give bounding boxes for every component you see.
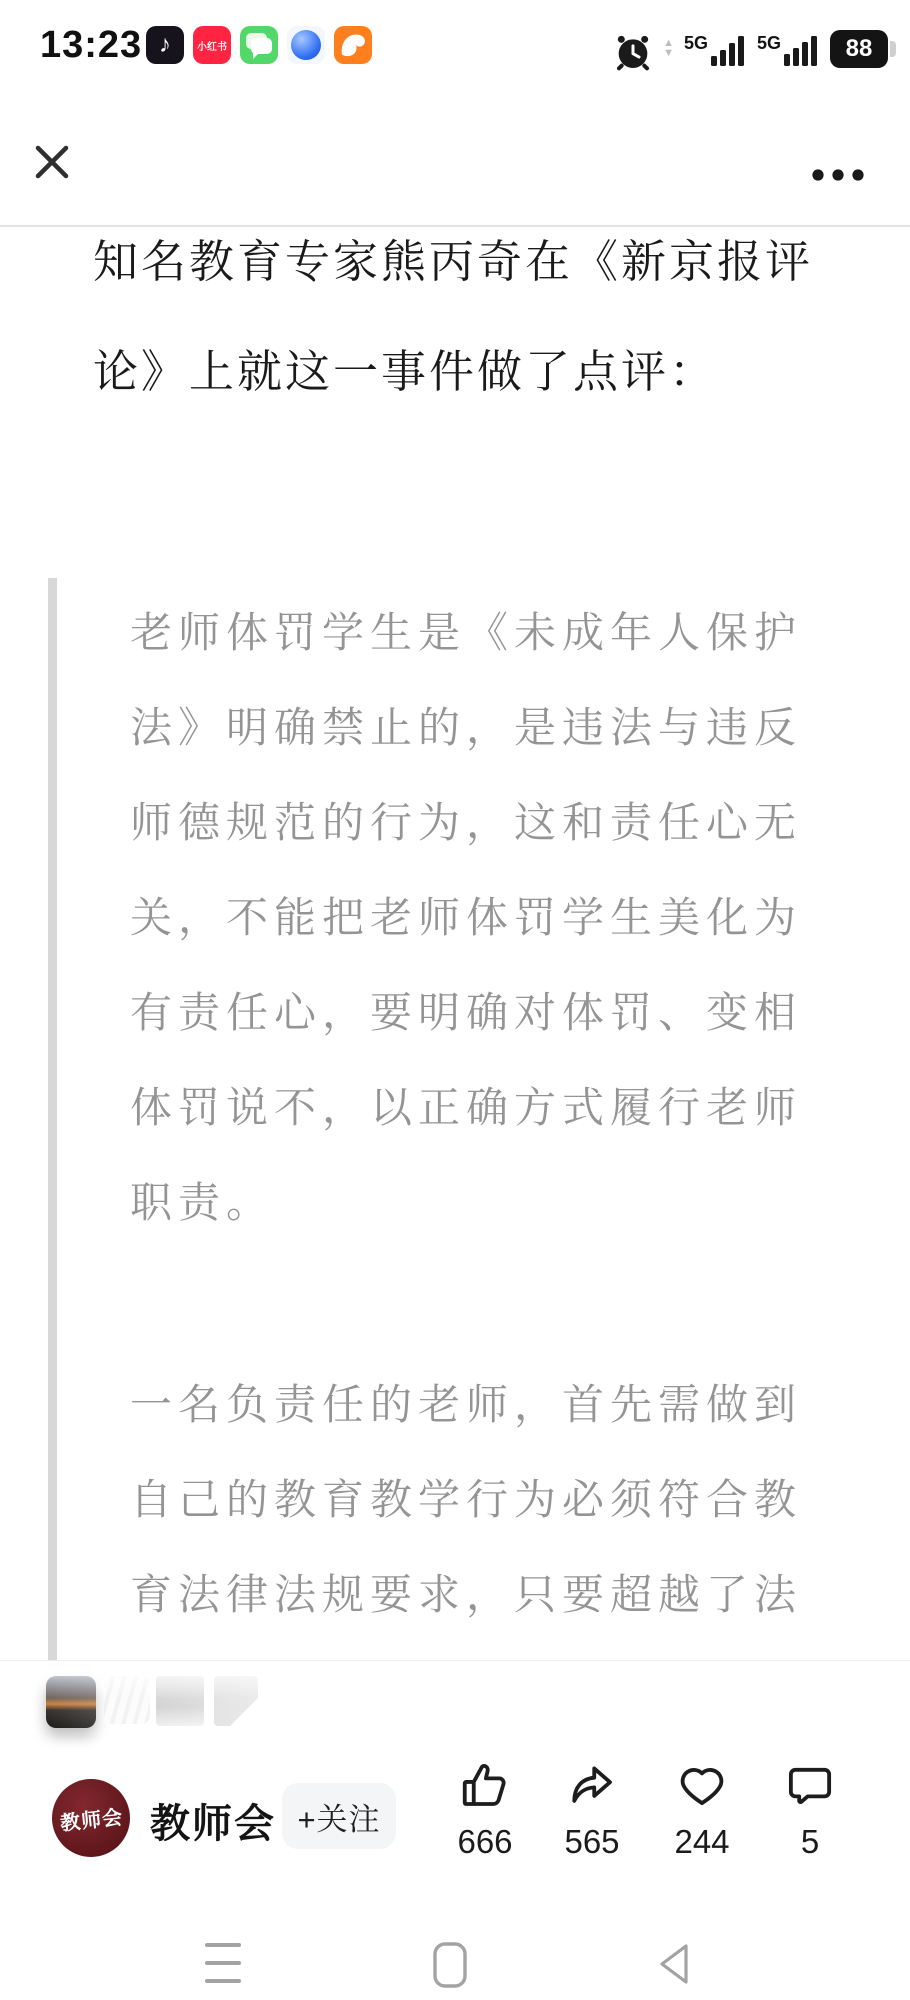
- back-button[interactable]: [656, 1942, 692, 1991]
- quote-line: 师德规范的行为，这和责任心无: [130, 799, 803, 846]
- close-button[interactable]: [28, 138, 76, 186]
- alarm-icon: [613, 32, 653, 72]
- douyin-icon: [146, 26, 184, 64]
- close-icon: [28, 138, 76, 186]
- like-count: 666: [457, 1823, 513, 1860]
- article-image-thumbnail[interactable]: [214, 1676, 258, 1726]
- signal-sim1: [684, 34, 747, 66]
- quote-line: 育法律法规要求，只要超越了法: [130, 1571, 803, 1618]
- quote-line: 体罚说不，以正确方式履行老师: [130, 1084, 803, 1131]
- recent-apps-icon: [205, 1941, 241, 1985]
- squirrel-glyph: [334, 26, 372, 64]
- network-type-label: 5G: [683, 33, 708, 53]
- quote-line: 关，不能把老师体罚学生美化为: [130, 894, 803, 941]
- avatar-text: 教师会: [58, 1806, 124, 1835]
- follow-button[interactable]: +关注: [282, 1783, 396, 1849]
- battery-percent: 88: [845, 35, 873, 62]
- notification-app-icons: [146, 26, 372, 64]
- back-icon: [656, 1942, 692, 1986]
- messages-icon: [240, 26, 278, 64]
- article-paragraph: [93, 207, 813, 427]
- signal-sim2: [757, 34, 820, 66]
- status-right-cluster: [613, 20, 896, 72]
- xiaohongshu-label: 小红书: [197, 41, 227, 53]
- paragraph-line: 知名教育专家熊丙奇在《新京报评: [93, 236, 814, 287]
- author-avatar[interactable]: [52, 1779, 130, 1857]
- favorite-count: 244: [674, 1823, 730, 1860]
- like-button[interactable]: [433, 1759, 537, 1861]
- quote-line: 法》明确禁止的，是违法与违反: [130, 704, 803, 751]
- share-arrow-icon: [565, 1759, 619, 1813]
- bubble-front: [251, 38, 272, 54]
- uc-browser-icon: [334, 26, 372, 64]
- paragraph-line: 论》上就这一事件做了点评：: [93, 346, 718, 397]
- blue-sphere: [291, 30, 321, 60]
- quote-line: 一名负责任的老师，首先需做到: [130, 1381, 803, 1428]
- quote-line: 职责。: [130, 1179, 275, 1226]
- quote-line: 老师体罚学生是《未成年人保护: [130, 609, 803, 656]
- heart-icon: [675, 1759, 729, 1813]
- signal-bars-icon: [711, 34, 747, 66]
- share-count: 565: [564, 1823, 620, 1860]
- home-button[interactable]: [433, 1942, 467, 1993]
- article-image-thumbnail[interactable]: [104, 1676, 150, 1724]
- quote-line: 自己的教育教学行为必须符合教: [130, 1476, 803, 1523]
- article-image-thumbnail[interactable]: [156, 1676, 204, 1726]
- status-bar: [0, 0, 910, 92]
- more-button[interactable]: [810, 160, 866, 190]
- recent-apps-button[interactable]: [205, 1941, 241, 1990]
- favorite-button[interactable]: [650, 1759, 754, 1861]
- battery-nub: [890, 41, 896, 57]
- comment-count: 5: [800, 1823, 820, 1860]
- blockquote-border: [48, 578, 57, 1660]
- more-icon: [810, 160, 866, 190]
- network-type-label: 5G: [756, 33, 781, 53]
- blockquote-paragraph-1: [130, 585, 802, 1250]
- quark-browser-icon: [287, 26, 325, 64]
- article-image-thumbnail[interactable]: [46, 1676, 96, 1728]
- data-traffic-arrows-icon: ▲ ▼: [663, 37, 674, 59]
- signal-bars-icon: [784, 34, 820, 66]
- quote-line: 有责任心，要明确对体罚、变相: [130, 989, 803, 1036]
- home-icon: [433, 1942, 467, 1988]
- author-name[interactable]: 教师会: [150, 1802, 276, 1846]
- blockquote-paragraph-2: [130, 1357, 802, 1642]
- comment-bubble-icon: [783, 1759, 837, 1813]
- thumbs-up-icon: [458, 1759, 512, 1813]
- xiaohongshu-icon: [193, 26, 231, 64]
- status-time: 13:23: [40, 24, 143, 66]
- music-note-glyph: ♪: [159, 31, 171, 58]
- battery-indicator: [830, 30, 896, 68]
- comment-button[interactable]: [758, 1759, 862, 1861]
- share-button[interactable]: [540, 1759, 644, 1861]
